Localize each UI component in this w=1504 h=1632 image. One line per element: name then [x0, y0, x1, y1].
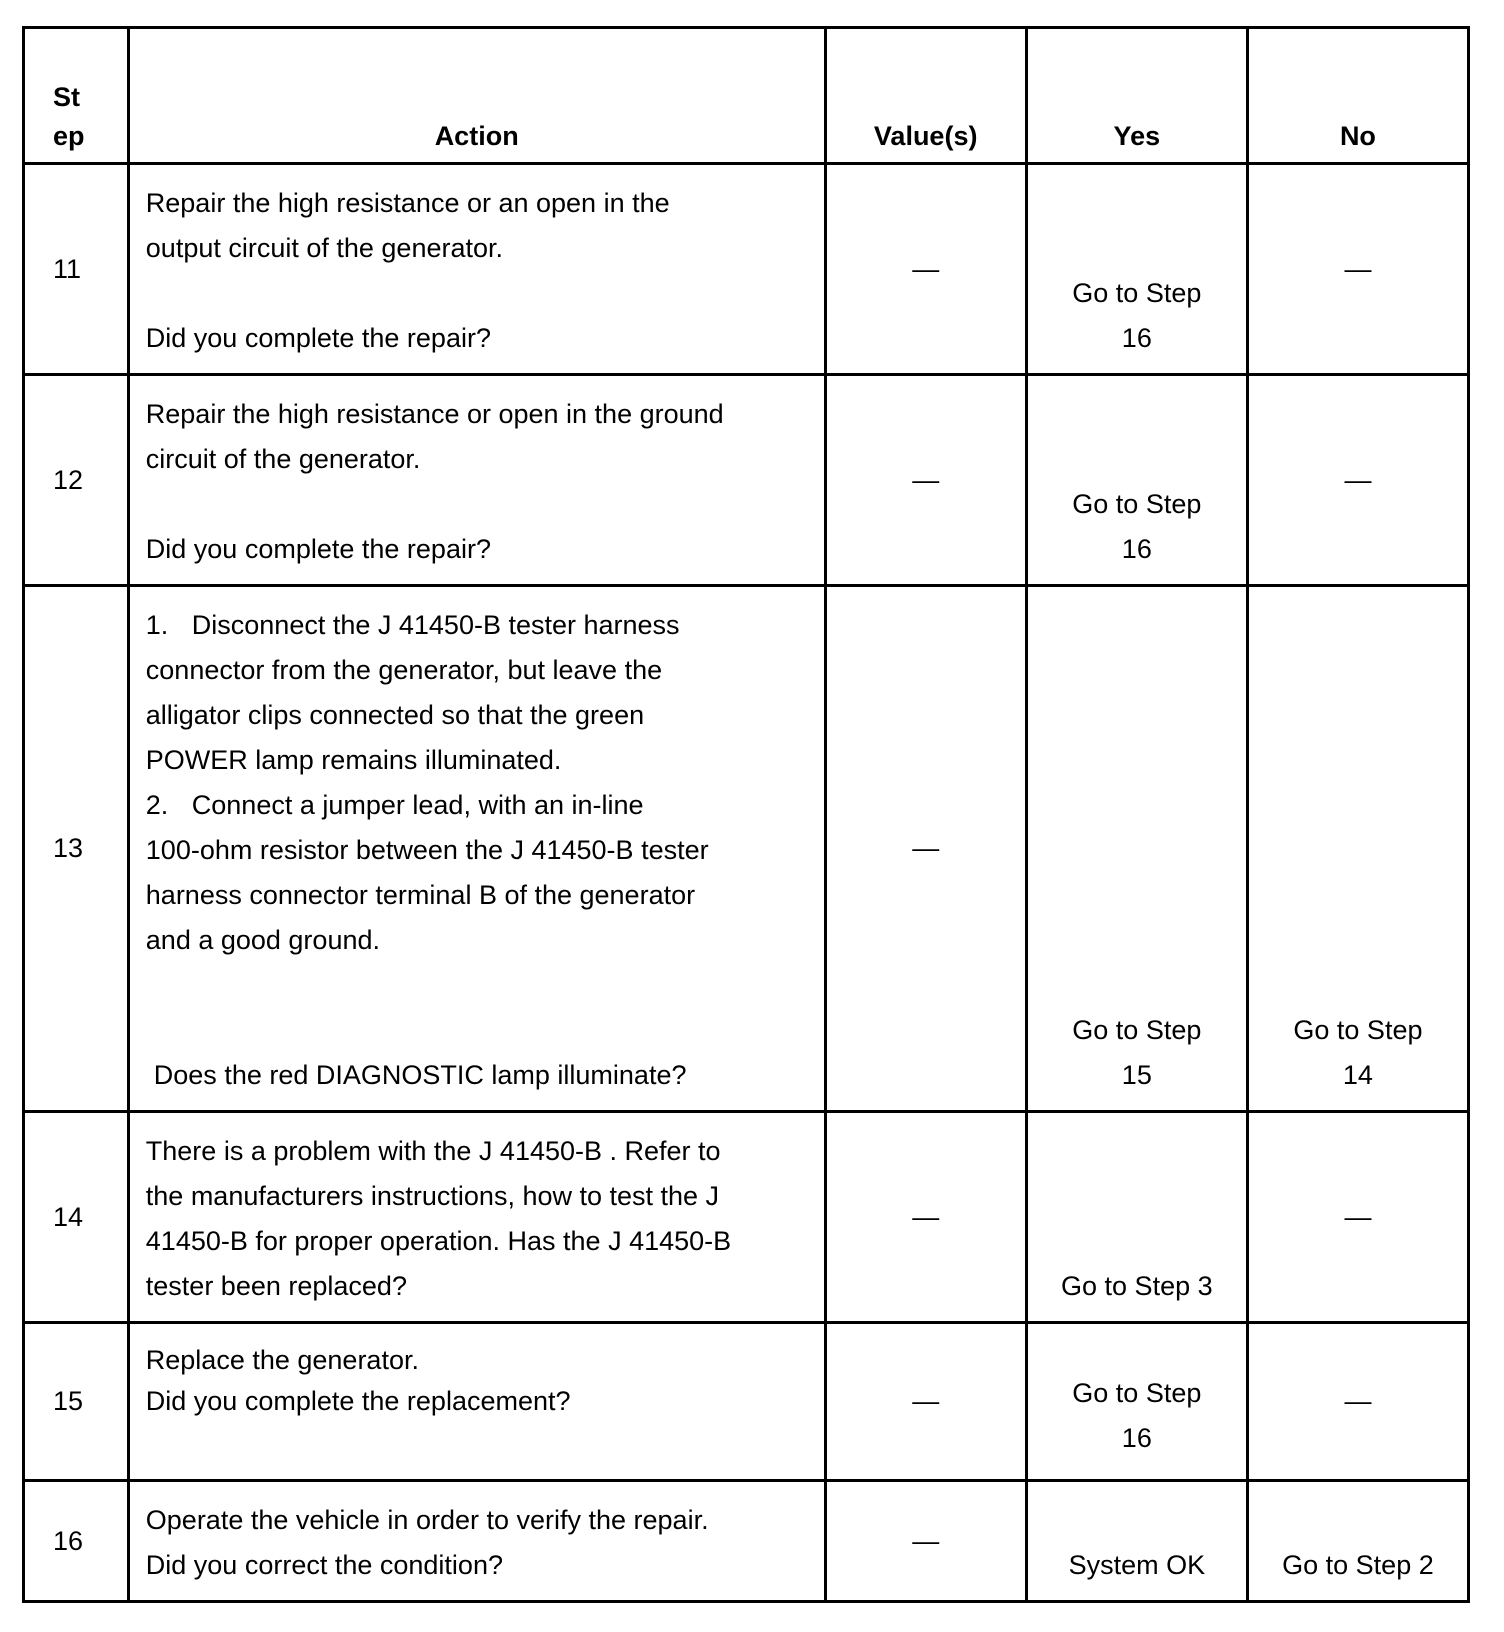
action-text: harness connector terminal B of the generator	[145, 880, 696, 910]
action-text: 100-ohm resistor between the J 41450-B tester	[145, 835, 709, 865]
action-cell	[128, 586, 825, 1112]
yes-text: Go to Step 3	[1061, 1271, 1213, 1301]
yes-step-number: 15	[1121, 1060, 1152, 1090]
no-cell: —	[1247, 1323, 1468, 1481]
value-cell: —	[825, 1323, 1026, 1481]
action-text: Operate the vehicle in order to verify the repair.	[145, 1505, 709, 1535]
yes-cell	[1026, 586, 1247, 1112]
yes-step-number: 16	[1121, 1423, 1152, 1453]
yes-cell	[1026, 1323, 1247, 1481]
header-action: Action	[128, 28, 825, 164]
list-number: 2.	[145, 790, 169, 820]
value-cell: —	[825, 375, 1026, 586]
value-cell: —	[825, 164, 1026, 375]
no-cell: —	[1247, 1112, 1468, 1323]
yes-cell	[1026, 1481, 1247, 1602]
header-no: No	[1247, 28, 1468, 164]
no-text: Go to Step	[1293, 1015, 1423, 1045]
action-text: There is a problem with the J 41450-B . Refer to	[145, 1136, 721, 1166]
no-cell: —	[1247, 164, 1468, 375]
action-text: Repair the high resistance or an open in the	[145, 188, 670, 218]
table-row	[24, 1481, 1469, 1602]
action-cell	[128, 1323, 825, 1481]
header-step	[24, 28, 129, 164]
header-yes: Yes	[1026, 28, 1247, 164]
action-text: Connect a jumper lead, with an in-line	[191, 790, 644, 820]
yes-text: Go to Step	[1072, 1378, 1202, 1408]
action-text: connector from the generator, but leave the	[145, 655, 663, 685]
yes-cell	[1026, 1112, 1247, 1323]
yes-text: Go to Step	[1072, 278, 1202, 308]
yes-cell	[1026, 164, 1247, 375]
action-text: Repair the high resistance or open in the ground	[145, 399, 724, 429]
action-text: alligator clips connected so that the green	[145, 700, 645, 730]
action-question: Did you complete the replacement?	[145, 1386, 571, 1416]
header-values: Value(s)	[825, 28, 1026, 164]
action-text: POWER lamp remains illuminated.	[145, 745, 562, 775]
action-text: Replace the generator.	[145, 1345, 419, 1375]
step-number: 16	[24, 1481, 129, 1602]
action-text: circuit of the generator.	[145, 444, 421, 474]
table-row	[24, 375, 1469, 586]
diagnostic-table	[22, 26, 1470, 1603]
action-cell	[128, 375, 825, 586]
value-cell: —	[825, 1112, 1026, 1323]
action-list-item	[146, 603, 804, 648]
step-number: 11	[24, 164, 129, 375]
yes-step-number: 16	[1121, 534, 1152, 564]
yes-step-number: 16	[1121, 323, 1152, 353]
no-cell	[1247, 586, 1468, 1112]
step-number: 13	[24, 586, 129, 1112]
action-text: output circuit of the generator.	[145, 233, 504, 263]
action-cell	[128, 164, 825, 375]
yes-text: System OK	[1068, 1550, 1206, 1580]
table-row	[24, 1112, 1469, 1323]
step-number: 12	[24, 375, 129, 586]
action-cell	[128, 1481, 825, 1602]
step-number: 15	[24, 1323, 129, 1481]
header-step-line2: ep	[53, 121, 85, 151]
value-cell: —	[825, 586, 1026, 1112]
table-header-row	[24, 28, 1469, 164]
action-text: and a good ground.	[145, 925, 380, 955]
action-question: Does the red DIAGNOSTIC lamp illuminate?	[153, 1060, 687, 1090]
table-row	[24, 1323, 1469, 1481]
no-step-number: 14	[1342, 1060, 1373, 1090]
value-cell: —	[825, 1481, 1026, 1602]
table-row	[24, 164, 1469, 375]
action-cell	[128, 1112, 825, 1323]
yes-cell	[1026, 375, 1247, 586]
action-text: the manufacturers instructions, how to test the J	[145, 1181, 720, 1211]
action-question: Did you complete the repair?	[145, 323, 491, 353]
yes-text: Go to Step	[1072, 489, 1202, 519]
action-question: tester been replaced?	[145, 1271, 407, 1301]
action-text: Disconnect the J 41450-B tester harness	[191, 610, 680, 640]
action-text: 41450-B for proper operation. Has the J 41450-B	[145, 1226, 732, 1256]
action-question: Did you complete the repair?	[145, 534, 491, 564]
header-step-line1: St	[53, 82, 80, 112]
step-number: 14	[24, 1112, 129, 1323]
no-cell: Go to Step 2	[1247, 1481, 1468, 1602]
action-list-item	[146, 783, 804, 828]
yes-text: Go to Step	[1072, 1015, 1202, 1045]
table-row	[24, 586, 1469, 1112]
action-question: Did you correct the condition?	[145, 1550, 503, 1580]
list-number: 1.	[145, 610, 169, 640]
no-cell: —	[1247, 375, 1468, 586]
